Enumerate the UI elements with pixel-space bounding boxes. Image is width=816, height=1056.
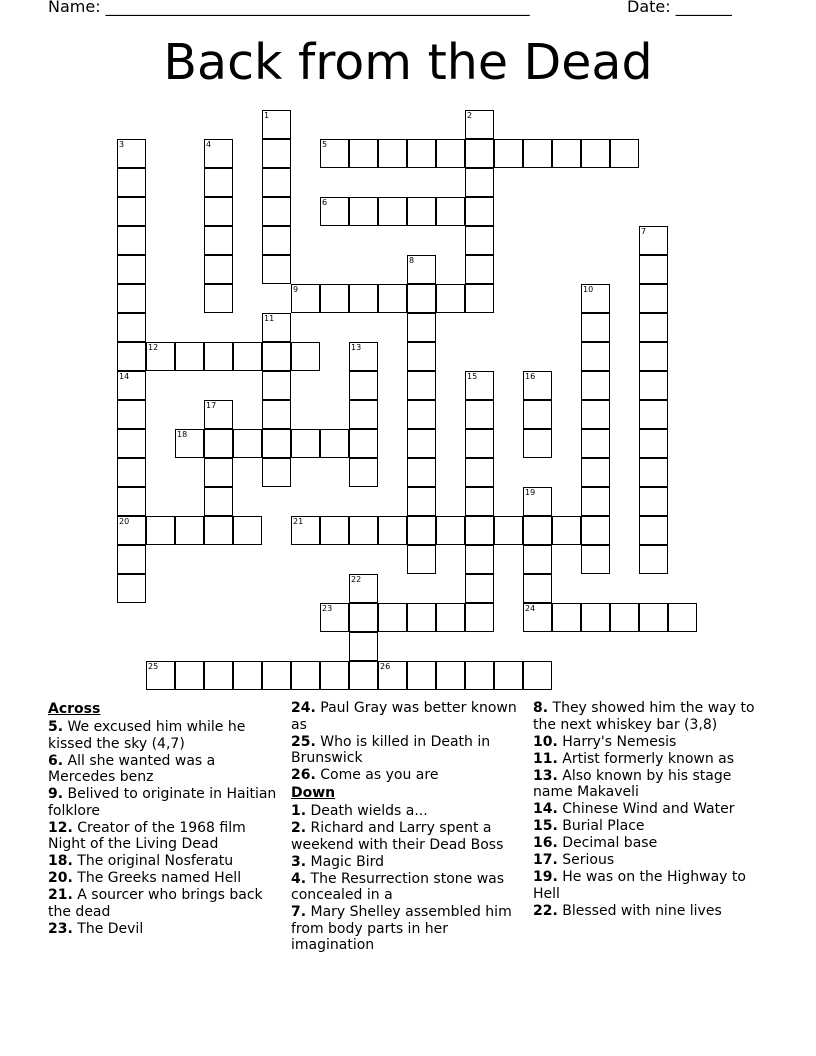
- grid-cell[interactable]: [233, 516, 262, 545]
- grid-cell[interactable]: [146, 661, 175, 690]
- clue-number: 8: [409, 256, 415, 265]
- grid-cell[interactable]: [349, 342, 378, 371]
- grid-cell[interactable]: [117, 168, 146, 197]
- puzzle-title: Back from the Dead: [163, 34, 653, 91]
- grid-cell[interactable]: [291, 284, 320, 313]
- grid-cell[interactable]: [523, 603, 552, 632]
- clue-down-22: 22. Blessed with nine lives: [533, 902, 722, 919]
- grid-cell[interactable]: [175, 661, 204, 690]
- grid-cell[interactable]: [523, 400, 552, 429]
- grid-cell[interactable]: [465, 545, 494, 574]
- grid-cell[interactable]: [639, 255, 668, 284]
- clue-number: 23: [322, 604, 333, 613]
- clue-number: 1: [264, 111, 270, 120]
- grid-cell[interactable]: [262, 255, 291, 284]
- grid-cell[interactable]: [349, 139, 378, 168]
- grid-cell[interactable]: [262, 400, 291, 429]
- grid-cell[interactable]: [465, 574, 494, 603]
- grid-cell[interactable]: [204, 661, 233, 690]
- grid-cell[interactable]: [407, 371, 436, 400]
- grid-cell[interactable]: [233, 342, 262, 371]
- grid-cell[interactable]: [523, 487, 552, 516]
- grid-cell[interactable]: [523, 139, 552, 168]
- grid-cell[interactable]: [494, 661, 523, 690]
- clues-column-2: [291, 700, 527, 954]
- grid-cell[interactable]: [349, 400, 378, 429]
- grid-cell[interactable]: [117, 371, 146, 400]
- grid-cell[interactable]: [204, 139, 233, 168]
- grid-cell[interactable]: [262, 661, 291, 690]
- grid-cell[interactable]: [465, 603, 494, 632]
- clue-across-21: 21. A sourcer who brings back the dead: [48, 887, 263, 920]
- grid-cell[interactable]: [436, 603, 465, 632]
- grid-cell[interactable]: [465, 226, 494, 255]
- grid-cell[interactable]: [407, 313, 436, 342]
- grid-cell[interactable]: [407, 284, 436, 313]
- clue-number: 24: [525, 604, 536, 613]
- clue-down-4: 4. The Resurrection stone was concealed in a: [291, 870, 505, 903]
- grid-cell[interactable]: [523, 371, 552, 400]
- clue-number: 18: [177, 430, 188, 439]
- grid-cell[interactable]: [204, 458, 233, 487]
- grid-cell[interactable]: [668, 603, 697, 632]
- grid-cell[interactable]: [262, 371, 291, 400]
- grid-cell[interactable]: [465, 255, 494, 284]
- grid-cell[interactable]: [320, 429, 349, 458]
- grid-cell[interactable]: [175, 516, 204, 545]
- grid-cell[interactable]: [639, 487, 668, 516]
- grid-cell[interactable]: [610, 139, 639, 168]
- grid-cell[interactable]: [407, 603, 436, 632]
- clue-number: 12: [148, 343, 159, 352]
- grid-cell[interactable]: [465, 110, 494, 139]
- grid-cell[interactable]: [523, 661, 552, 690]
- clue-down-1: 1. Death wields a...: [291, 803, 428, 819]
- grid-cell[interactable]: [407, 139, 436, 168]
- grid-cell[interactable]: [581, 429, 610, 458]
- grid-cell[interactable]: [349, 603, 378, 632]
- clue-down-7: 7. Mary Shelley assembled him from body parts in her imagination: [291, 904, 512, 953]
- clue-down-8: 8. They showed him the way to the next whiskey bar (3,8): [533, 700, 755, 733]
- date-field: Date: _______: [627, 0, 732, 16]
- grid-cell[interactable]: [378, 603, 407, 632]
- grid-cell[interactable]: [610, 603, 639, 632]
- grid-cell[interactable]: [407, 661, 436, 690]
- grid-cell[interactable]: [581, 458, 610, 487]
- grid-cell[interactable]: [407, 429, 436, 458]
- grid-cell[interactable]: [204, 516, 233, 545]
- grid-cell[interactable]: [639, 545, 668, 574]
- grid-cell[interactable]: [581, 342, 610, 371]
- clue-number: 9: [293, 285, 299, 294]
- grid-cell[interactable]: [639, 371, 668, 400]
- grid-cell[interactable]: [465, 168, 494, 197]
- grid-cell[interactable]: [291, 429, 320, 458]
- grid-cell[interactable]: [465, 371, 494, 400]
- grid-cell[interactable]: [639, 603, 668, 632]
- clue-down-10: 10. Harry's Nemesis: [533, 733, 677, 750]
- grid-cell[interactable]: [349, 574, 378, 603]
- grid-cell[interactable]: [494, 139, 523, 168]
- grid-cell[interactable]: [436, 139, 465, 168]
- grid-cell[interactable]: [407, 342, 436, 371]
- grid-cell[interactable]: [639, 429, 668, 458]
- clue-down-17: 17. Serious: [533, 852, 615, 868]
- grid-cell[interactable]: [262, 197, 291, 226]
- grid-cell[interactable]: [349, 284, 378, 313]
- clue-down-3: 3. Magic Bird: [291, 853, 384, 870]
- grid-cell[interactable]: [407, 255, 436, 284]
- grid-cell[interactable]: [552, 139, 581, 168]
- grid-cell[interactable]: [117, 574, 146, 603]
- grid-cell[interactable]: [494, 516, 523, 545]
- name-field: Name: _____________________________________________________: [48, 0, 530, 16]
- grid-cell[interactable]: [581, 313, 610, 342]
- clue-across-18: 18. The original Nosferatu: [48, 853, 234, 869]
- grid-cell[interactable]: [523, 574, 552, 603]
- across-heading: Across: [48, 701, 101, 717]
- clue-across-6: 6. All she wanted was a Mercedes benz: [48, 752, 216, 785]
- grid-cell[interactable]: [349, 429, 378, 458]
- grid-cell[interactable]: [262, 313, 291, 342]
- clue-number: 7: [641, 227, 647, 236]
- grid-cell[interactable]: [581, 545, 610, 574]
- grid-cell[interactable]: [378, 516, 407, 545]
- grid-cell[interactable]: [117, 342, 146, 371]
- grid-cell[interactable]: [204, 487, 233, 516]
- grid-cell[interactable]: [117, 139, 146, 168]
- grid-cell[interactable]: [233, 429, 262, 458]
- grid-cell[interactable]: [349, 197, 378, 226]
- grid-cell[interactable]: [639, 400, 668, 429]
- grid-cell[interactable]: [639, 516, 668, 545]
- grid-cell[interactable]: [117, 197, 146, 226]
- grid-cell[interactable]: [465, 458, 494, 487]
- clue-across-9: 9. Belived to originate in Haitian folklore: [48, 786, 277, 819]
- clue-down-15: 15. Burial Place: [533, 818, 645, 834]
- grid-cell[interactable]: [117, 516, 146, 545]
- clue-number: 14: [119, 372, 130, 381]
- grid-cell[interactable]: [262, 139, 291, 168]
- clue-number: 3: [119, 140, 125, 149]
- grid-cell[interactable]: [407, 400, 436, 429]
- clue-number: 26: [380, 662, 391, 671]
- grid-cell[interactable]: [523, 516, 552, 545]
- grid-cell[interactable]: [465, 139, 494, 168]
- grid-cell[interactable]: [117, 255, 146, 284]
- clue-number: 20: [119, 517, 130, 526]
- grid-cell[interactable]: [204, 400, 233, 429]
- grid-cell[interactable]: [465, 429, 494, 458]
- clue-across-12: 12. Creator of the 1968 film Night of the Living Dead: [48, 819, 246, 852]
- grid-cell[interactable]: [581, 516, 610, 545]
- grid-cell[interactable]: [117, 226, 146, 255]
- down-heading: Down: [291, 785, 336, 801]
- grid-cell[interactable]: [465, 661, 494, 690]
- grid-cell[interactable]: [407, 458, 436, 487]
- clue-down-14: 14. Chinese Wind and Water: [533, 801, 735, 817]
- grid-cell[interactable]: [581, 371, 610, 400]
- grid-cell[interactable]: [204, 255, 233, 284]
- grid-cell[interactable]: [465, 487, 494, 516]
- clue-down-13: 13. Also known by his stage name Makaveli: [533, 767, 732, 800]
- grid-cell[interactable]: [552, 516, 581, 545]
- clue-down-16: 16. Decimal base: [533, 835, 658, 851]
- clue-number: 11: [264, 314, 275, 323]
- grid-cell[interactable]: [262, 458, 291, 487]
- clue-across-20: 20. The Greeks named Hell: [48, 870, 242, 886]
- grid-cell[interactable]: [262, 226, 291, 255]
- clue-number: 17: [206, 401, 217, 410]
- grid-cell[interactable]: [349, 458, 378, 487]
- clue-down-2: 2. Richard and Larry spent a weekend with their Dead Boss: [291, 820, 504, 853]
- grid-cell[interactable]: [204, 342, 233, 371]
- clue-across-25: 25. Who is killed in Death in Brunswick: [291, 733, 491, 766]
- clue-number: 5: [322, 140, 328, 149]
- grid-cell[interactable]: [407, 487, 436, 516]
- grid-cell[interactable]: [291, 661, 320, 690]
- clues-column-3: [533, 700, 769, 920]
- clue-number: 4: [206, 140, 212, 149]
- grid-cell[interactable]: [320, 284, 349, 313]
- grid-cell[interactable]: [320, 661, 349, 690]
- grid-cell[interactable]: [465, 197, 494, 226]
- clue-across-5: 5. We excused him while he kissed the sky (4,7): [48, 719, 246, 752]
- grid-cell[interactable]: [639, 284, 668, 313]
- clue-number: 16: [525, 372, 536, 381]
- grid-cell[interactable]: [117, 313, 146, 342]
- grid-cell[interactable]: [262, 342, 291, 371]
- grid-cell[interactable]: [175, 429, 204, 458]
- grid-cell[interactable]: [204, 429, 233, 458]
- grid-cell[interactable]: [378, 139, 407, 168]
- grid-cell[interactable]: [581, 139, 610, 168]
- clue-down-19: 19. He was on the Highway to Hell: [533, 869, 746, 902]
- grid-cell[interactable]: [639, 342, 668, 371]
- grid-cell[interactable]: [262, 429, 291, 458]
- grid-cell[interactable]: [349, 371, 378, 400]
- grid-cell[interactable]: [378, 284, 407, 313]
- grid-cell[interactable]: [436, 284, 465, 313]
- grid-cell[interactable]: [320, 516, 349, 545]
- grid-cell[interactable]: [117, 400, 146, 429]
- grid-cell[interactable]: [204, 284, 233, 313]
- clue-across-24: 24. Paul Gray was better known as: [291, 700, 517, 733]
- clue-number: 2: [467, 111, 473, 120]
- grid-cell[interactable]: [291, 342, 320, 371]
- grid-cell[interactable]: [233, 661, 262, 690]
- clue-number: 10: [583, 285, 594, 294]
- grid-cell[interactable]: [639, 458, 668, 487]
- grid-cell[interactable]: [552, 603, 581, 632]
- grid-cell[interactable]: [465, 516, 494, 545]
- grid-cell[interactable]: [349, 516, 378, 545]
- grid-cell[interactable]: [639, 226, 668, 255]
- clue-number: 15: [467, 372, 478, 381]
- grid-cell[interactable]: [117, 429, 146, 458]
- grid-cell[interactable]: [117, 487, 146, 516]
- grid-cell[interactable]: [523, 429, 552, 458]
- grid-cell[interactable]: [436, 197, 465, 226]
- clue-number: 22: [351, 575, 362, 584]
- grid-cell[interactable]: [146, 342, 175, 371]
- clue-number: 6: [322, 198, 328, 207]
- clue-across-23: 23. The Devil: [48, 920, 144, 937]
- clue-across-26: 26. Come as you are: [291, 767, 439, 783]
- grid-cell[interactable]: [465, 284, 494, 313]
- grid-cell[interactable]: [320, 139, 349, 168]
- grid-cell[interactable]: [639, 313, 668, 342]
- grid-cell[interactable]: [581, 603, 610, 632]
- grid-cell[interactable]: [378, 661, 407, 690]
- clue-number: 25: [148, 662, 159, 671]
- grid-cell[interactable]: [523, 545, 552, 574]
- grid-cell[interactable]: [204, 197, 233, 226]
- clue-number: 13: [351, 343, 362, 352]
- grid-cell[interactable]: [204, 168, 233, 197]
- grid-cell[interactable]: [146, 516, 175, 545]
- grid-cell[interactable]: [320, 603, 349, 632]
- grid-cell[interactable]: [117, 458, 146, 487]
- grid-cell[interactable]: [407, 545, 436, 574]
- grid-cell[interactable]: [407, 516, 436, 545]
- grid-cell[interactable]: [291, 516, 320, 545]
- grid-cell[interactable]: [581, 284, 610, 313]
- grid-cell[interactable]: [117, 545, 146, 574]
- clue-down-11: 11. Artist formerly known as: [533, 750, 735, 767]
- grid-cell[interactable]: [262, 168, 291, 197]
- clue-number: 21: [293, 517, 304, 526]
- grid-cell[interactable]: [117, 284, 146, 313]
- grid-cell[interactable]: [436, 661, 465, 690]
- grid-cell[interactable]: [465, 400, 494, 429]
- grid-cell[interactable]: [407, 197, 436, 226]
- clues-column-1: [48, 700, 284, 938]
- grid-cell[interactable]: [581, 400, 610, 429]
- grid-cell[interactable]: [320, 197, 349, 226]
- grid-cell[interactable]: [378, 197, 407, 226]
- clue-number: 19: [525, 488, 536, 497]
- grid-cell[interactable]: [349, 632, 378, 661]
- grid-cell[interactable]: [262, 110, 291, 139]
- grid-cell[interactable]: [436, 516, 465, 545]
- grid-cell[interactable]: [204, 226, 233, 255]
- grid-cell[interactable]: [581, 487, 610, 516]
- grid-cell[interactable]: [349, 661, 378, 690]
- grid-cell[interactable]: [175, 342, 204, 371]
